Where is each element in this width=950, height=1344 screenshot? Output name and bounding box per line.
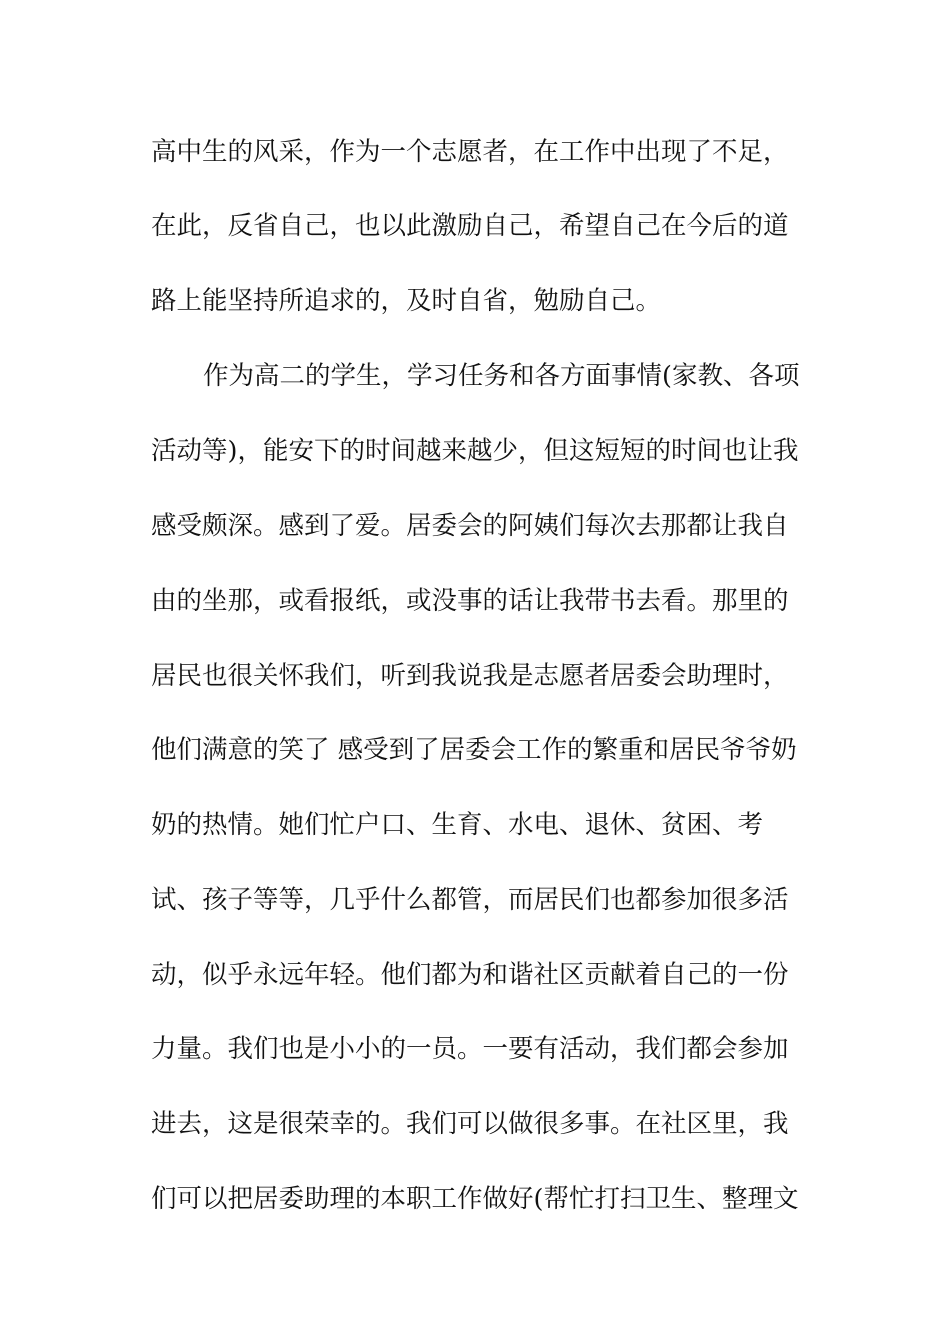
text-line-11: 试、孩子等等，几乎什么都管，而居民们也都参加很多活	[151, 885, 789, 915]
text-line-4-paragraph-start: 作为高二的学生，学习任务和各方面事情(家教、各项	[203, 361, 800, 391]
text-line-9: 他们满意的笑了 感受到了居委会工作的繁重和居民爷爷奶	[151, 735, 797, 765]
text-line-10: 奶的热情。她们忙户口、生育、水电、退休、贫困、考	[151, 810, 764, 840]
text-line-7: 由的坐那，或看报纸，或没事的话让我带书去看。那里的	[151, 586, 789, 616]
text-line-12: 动，似乎永远年轻。他们都为和谐社区贡献着自己的一份	[151, 960, 789, 990]
text-line-2: 在此，反省自己，也以此激励自己，希望自己在今后的道	[151, 211, 789, 241]
text-line-3: 路上能坚持所追求的，及时自省，勉励自己。	[151, 286, 662, 316]
text-line-6: 感受颇深。感到了爱。居委会的阿姨们每次去那都让我自	[151, 511, 789, 541]
text-line-5: 活动等)，能安下的时间越来越少，但这短短的时间也让我	[151, 436, 799, 466]
text-line-14: 进去，这是很荣幸的。我们可以做很多事。在社区里，我	[151, 1109, 789, 1139]
text-line-15: 们可以把居委助理的本职工作做好(帮忙打扫卫生、整理文	[151, 1184, 799, 1214]
text-line-8: 居民也很关怀我们，听到我说我是志愿者居委会助理时，	[151, 661, 789, 691]
text-line-1: 高中生的风采，作为一个志愿者，在工作中出现了不足，	[151, 137, 789, 167]
text-line-13: 力量。我们也是小小的一员。一要有活动，我们都会参加	[151, 1034, 789, 1064]
